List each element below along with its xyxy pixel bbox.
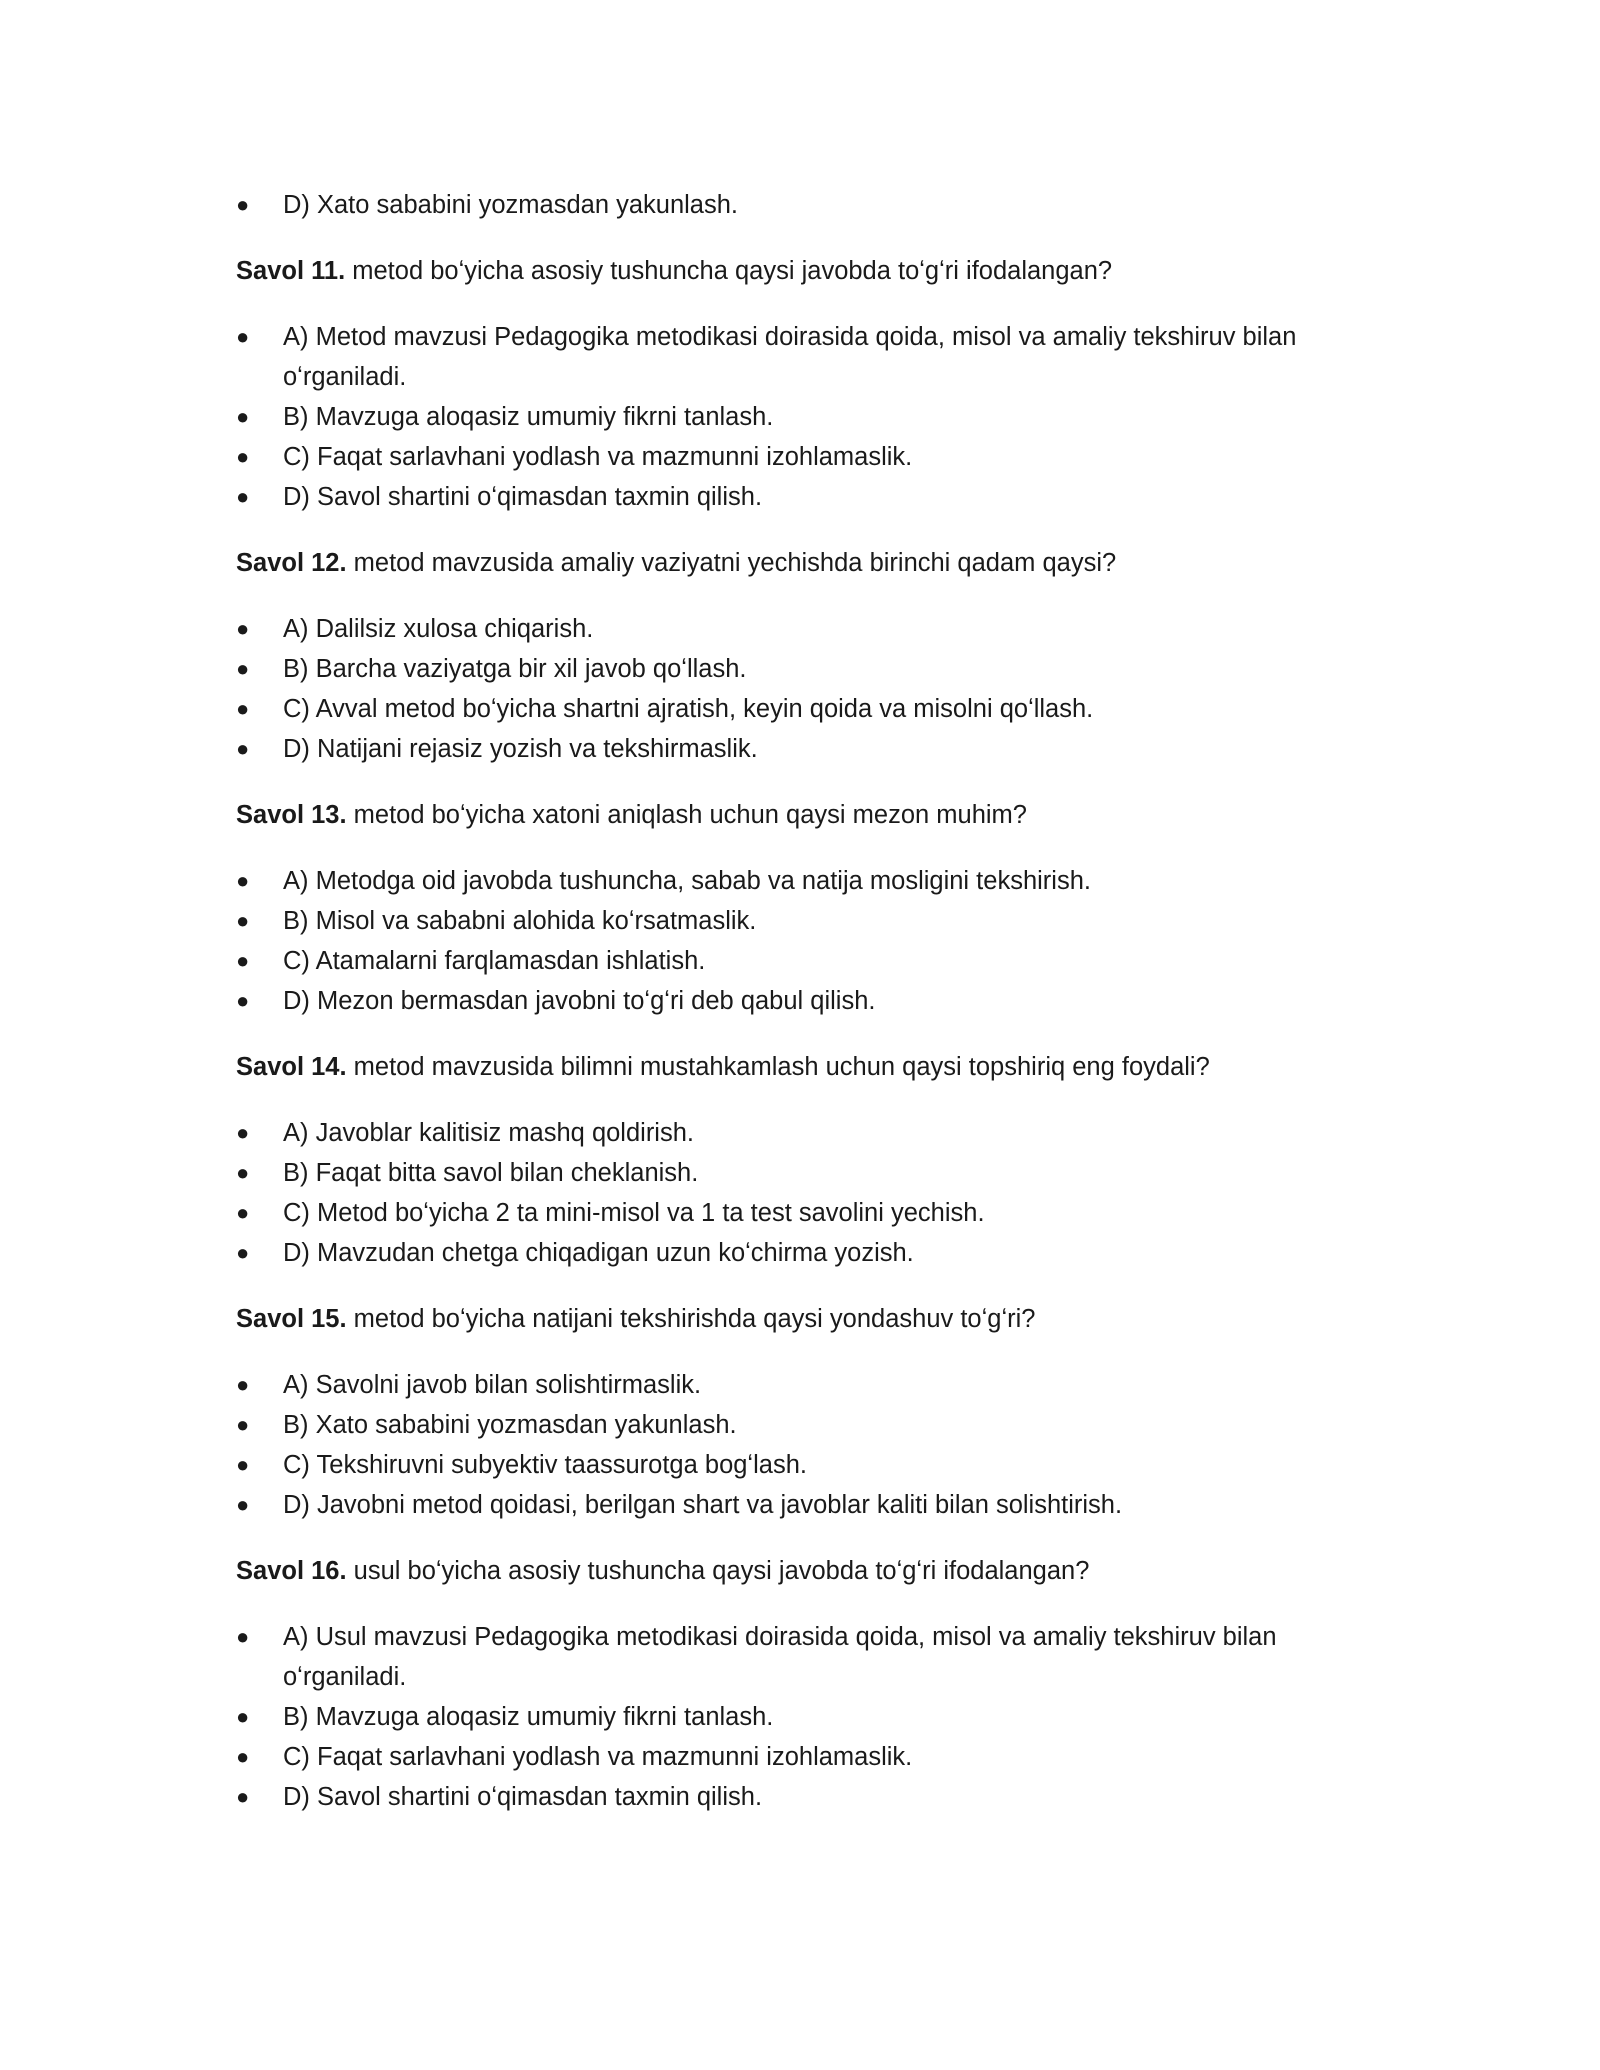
list-item	[236, 649, 1366, 689]
bullet-icon: ●	[236, 404, 250, 429]
list-item	[236, 1233, 1366, 1273]
question-11	[236, 251, 1366, 291]
option-text: A) Dalilsiz xulosa chiqarish.	[283, 615, 594, 643]
options-list-14	[236, 1113, 1366, 1273]
question-number: Savol 11.	[236, 257, 346, 285]
option-text: D) Mavzudan chetga chiqadigan uzun koʻchirma yozish.	[283, 1239, 914, 1267]
bullet-icon: ●	[236, 1744, 250, 1769]
option-text: A) Usul mavzusi Pedagogika metodikasi doirasida qoida, misol va amaliy tekshiruv bilan oʻrganiladi.	[283, 1623, 1277, 1691]
list-item	[236, 981, 1366, 1021]
bullet-icon: ●	[236, 1240, 250, 1265]
document-content	[236, 185, 1366, 1817]
bullet-icon: ●	[236, 696, 250, 721]
list-item	[236, 609, 1366, 649]
question-text: metod mavzusida amaliy vaziyatni yechishda birinchi qadam qaysi?	[346, 549, 1117, 577]
list-item	[236, 689, 1366, 729]
question-14	[236, 1047, 1366, 1087]
bullet-icon: ●	[236, 484, 250, 509]
list-item	[236, 1737, 1366, 1777]
bullet-icon: ●	[236, 1200, 250, 1225]
option-text: C) Faqat sarlavhani yodlash va mazmunni izohlamaslik.	[283, 1743, 913, 1771]
option-text: A) Metod mavzusi Pedagogika metodikasi doirasida qoida, misol va amaliy tekshiruv bilan oʻrganiladi.	[283, 323, 1297, 391]
question-number: Savol 15.	[236, 1305, 347, 1333]
option-text: D) Savol shartini oʻqimasdan taxmin qilish.	[283, 1783, 763, 1811]
list-item	[236, 397, 1366, 437]
option-text: D) Natijani rejasiz yozish va tekshirmaslik.	[283, 735, 758, 763]
list-item	[236, 1445, 1366, 1485]
options-list-11	[236, 317, 1366, 517]
question-16	[236, 1551, 1366, 1591]
list-item	[236, 1193, 1366, 1233]
bullet-icon: ●	[236, 1372, 250, 1397]
question-number: Savol 14.	[236, 1053, 347, 1081]
option-text: A) Metodga oid javobda tushuncha, sabab va natija mosligini tekshirish.	[283, 867, 1091, 895]
bullet-icon: ●	[236, 908, 250, 933]
list-item	[236, 1617, 1366, 1697]
bullet-icon: ●	[236, 1412, 250, 1437]
option-text: B) Barcha vaziyatga bir xil javob qoʻllash.	[283, 655, 747, 683]
list-item	[236, 1405, 1366, 1445]
option-text: B) Mavzuga aloqasiz umumiy fikrni tanlash.	[283, 403, 774, 431]
bullet-icon: ●	[236, 444, 250, 469]
option-text: B) Misol va sababni alohida koʻrsatmaslik.	[283, 907, 757, 935]
option-text: D) Xato sababini yozmasdan yakunlash.	[283, 191, 739, 219]
option-text: C) Metod boʻyicha 2 ta mini-misol va 1 ta test savolini yechish.	[283, 1199, 985, 1227]
list-item	[236, 477, 1366, 517]
list-item	[236, 1697, 1366, 1737]
question-text: metod mavzusida bilimni mustahkamlash uchun qaysi topshiriq eng foydali?	[346, 1053, 1210, 1081]
list-item	[236, 941, 1366, 981]
list-item	[236, 1153, 1366, 1193]
option-text: C) Tekshiruvni subyektiv taassurotga bogʻlash.	[283, 1451, 807, 1479]
lead-options-list	[236, 185, 1366, 225]
list-item	[236, 1365, 1366, 1405]
option-text: B) Mavzuga aloqasiz umumiy fikrni tanlash.	[283, 1703, 774, 1731]
question-13	[236, 795, 1366, 835]
bullet-icon: ●	[236, 948, 250, 973]
options-list-13	[236, 861, 1366, 1021]
bullet-icon: ●	[236, 656, 250, 681]
bullet-icon: ●	[236, 192, 250, 217]
list-item	[236, 437, 1366, 477]
question-number: Savol 13.	[236, 801, 347, 829]
bullet-icon: ●	[236, 1784, 250, 1809]
list-item	[236, 1113, 1366, 1153]
bullet-icon: ●	[236, 1160, 250, 1185]
option-text: D) Javobni metod qoidasi, berilgan shart va javoblar kaliti bilan solishtirish.	[283, 1491, 1123, 1519]
question-15	[236, 1299, 1366, 1339]
list-item	[236, 729, 1366, 769]
option-text: A) Javoblar kalitisiz mashq qoldirish.	[283, 1119, 694, 1147]
question-12	[236, 543, 1366, 583]
list-item	[236, 317, 1366, 397]
option-text: C) Faqat sarlavhani yodlash va mazmunni izohlamaslik.	[283, 443, 913, 471]
bullet-icon: ●	[236, 1492, 250, 1517]
option-text: B) Xato sababini yozmasdan yakunlash.	[283, 1411, 737, 1439]
option-text: C) Avval metod boʻyicha shartni ajratish, keyin qoida va misolni qoʻllash.	[283, 695, 1094, 723]
question-number: Savol 12.	[236, 549, 347, 577]
option-text: D) Savol shartini oʻqimasdan taxmin qilish.	[283, 483, 763, 511]
option-text: D) Mezon bermasdan javobni toʻgʻri deb qabul qilish.	[283, 987, 876, 1015]
bullet-icon: ●	[236, 736, 250, 761]
question-text: metod boʻyicha natijani tekshirishda qaysi yondashuv toʻgʻri?	[346, 1305, 1036, 1333]
list-item	[236, 1777, 1366, 1817]
bullet-icon: ●	[236, 1704, 250, 1729]
bullet-icon: ●	[236, 616, 250, 641]
bullet-icon: ●	[236, 988, 250, 1013]
bullet-icon: ●	[236, 324, 250, 349]
list-item	[236, 1485, 1366, 1525]
option-text: C) Atamalarni farqlamasdan ishlatish.	[283, 947, 706, 975]
question-text: usul boʻyicha asosiy tushuncha qaysi javobda toʻgʻri ifodalangan?	[346, 1557, 1090, 1585]
list-item	[236, 861, 1366, 901]
question-text: metod boʻyicha xatoni aniqlash uchun qaysi mezon muhim?	[346, 801, 1027, 829]
question-number: Savol 16.	[236, 1557, 347, 1585]
list-item	[236, 185, 1366, 225]
bullet-icon: ●	[236, 868, 250, 893]
list-item	[236, 901, 1366, 941]
options-list-16	[236, 1617, 1366, 1817]
bullet-icon: ●	[236, 1452, 250, 1477]
bullet-icon: ●	[236, 1624, 250, 1649]
options-list-12	[236, 609, 1366, 769]
bullet-icon: ●	[236, 1120, 250, 1145]
option-text: B) Faqat bitta savol bilan cheklanish.	[283, 1159, 699, 1187]
options-list-15	[236, 1365, 1366, 1525]
option-text: A) Savolni javob bilan solishtirmaslik.	[283, 1371, 702, 1399]
question-text: metod boʻyicha asosiy tushuncha qaysi javobda toʻgʻri ifodalangan?	[345, 257, 1113, 285]
